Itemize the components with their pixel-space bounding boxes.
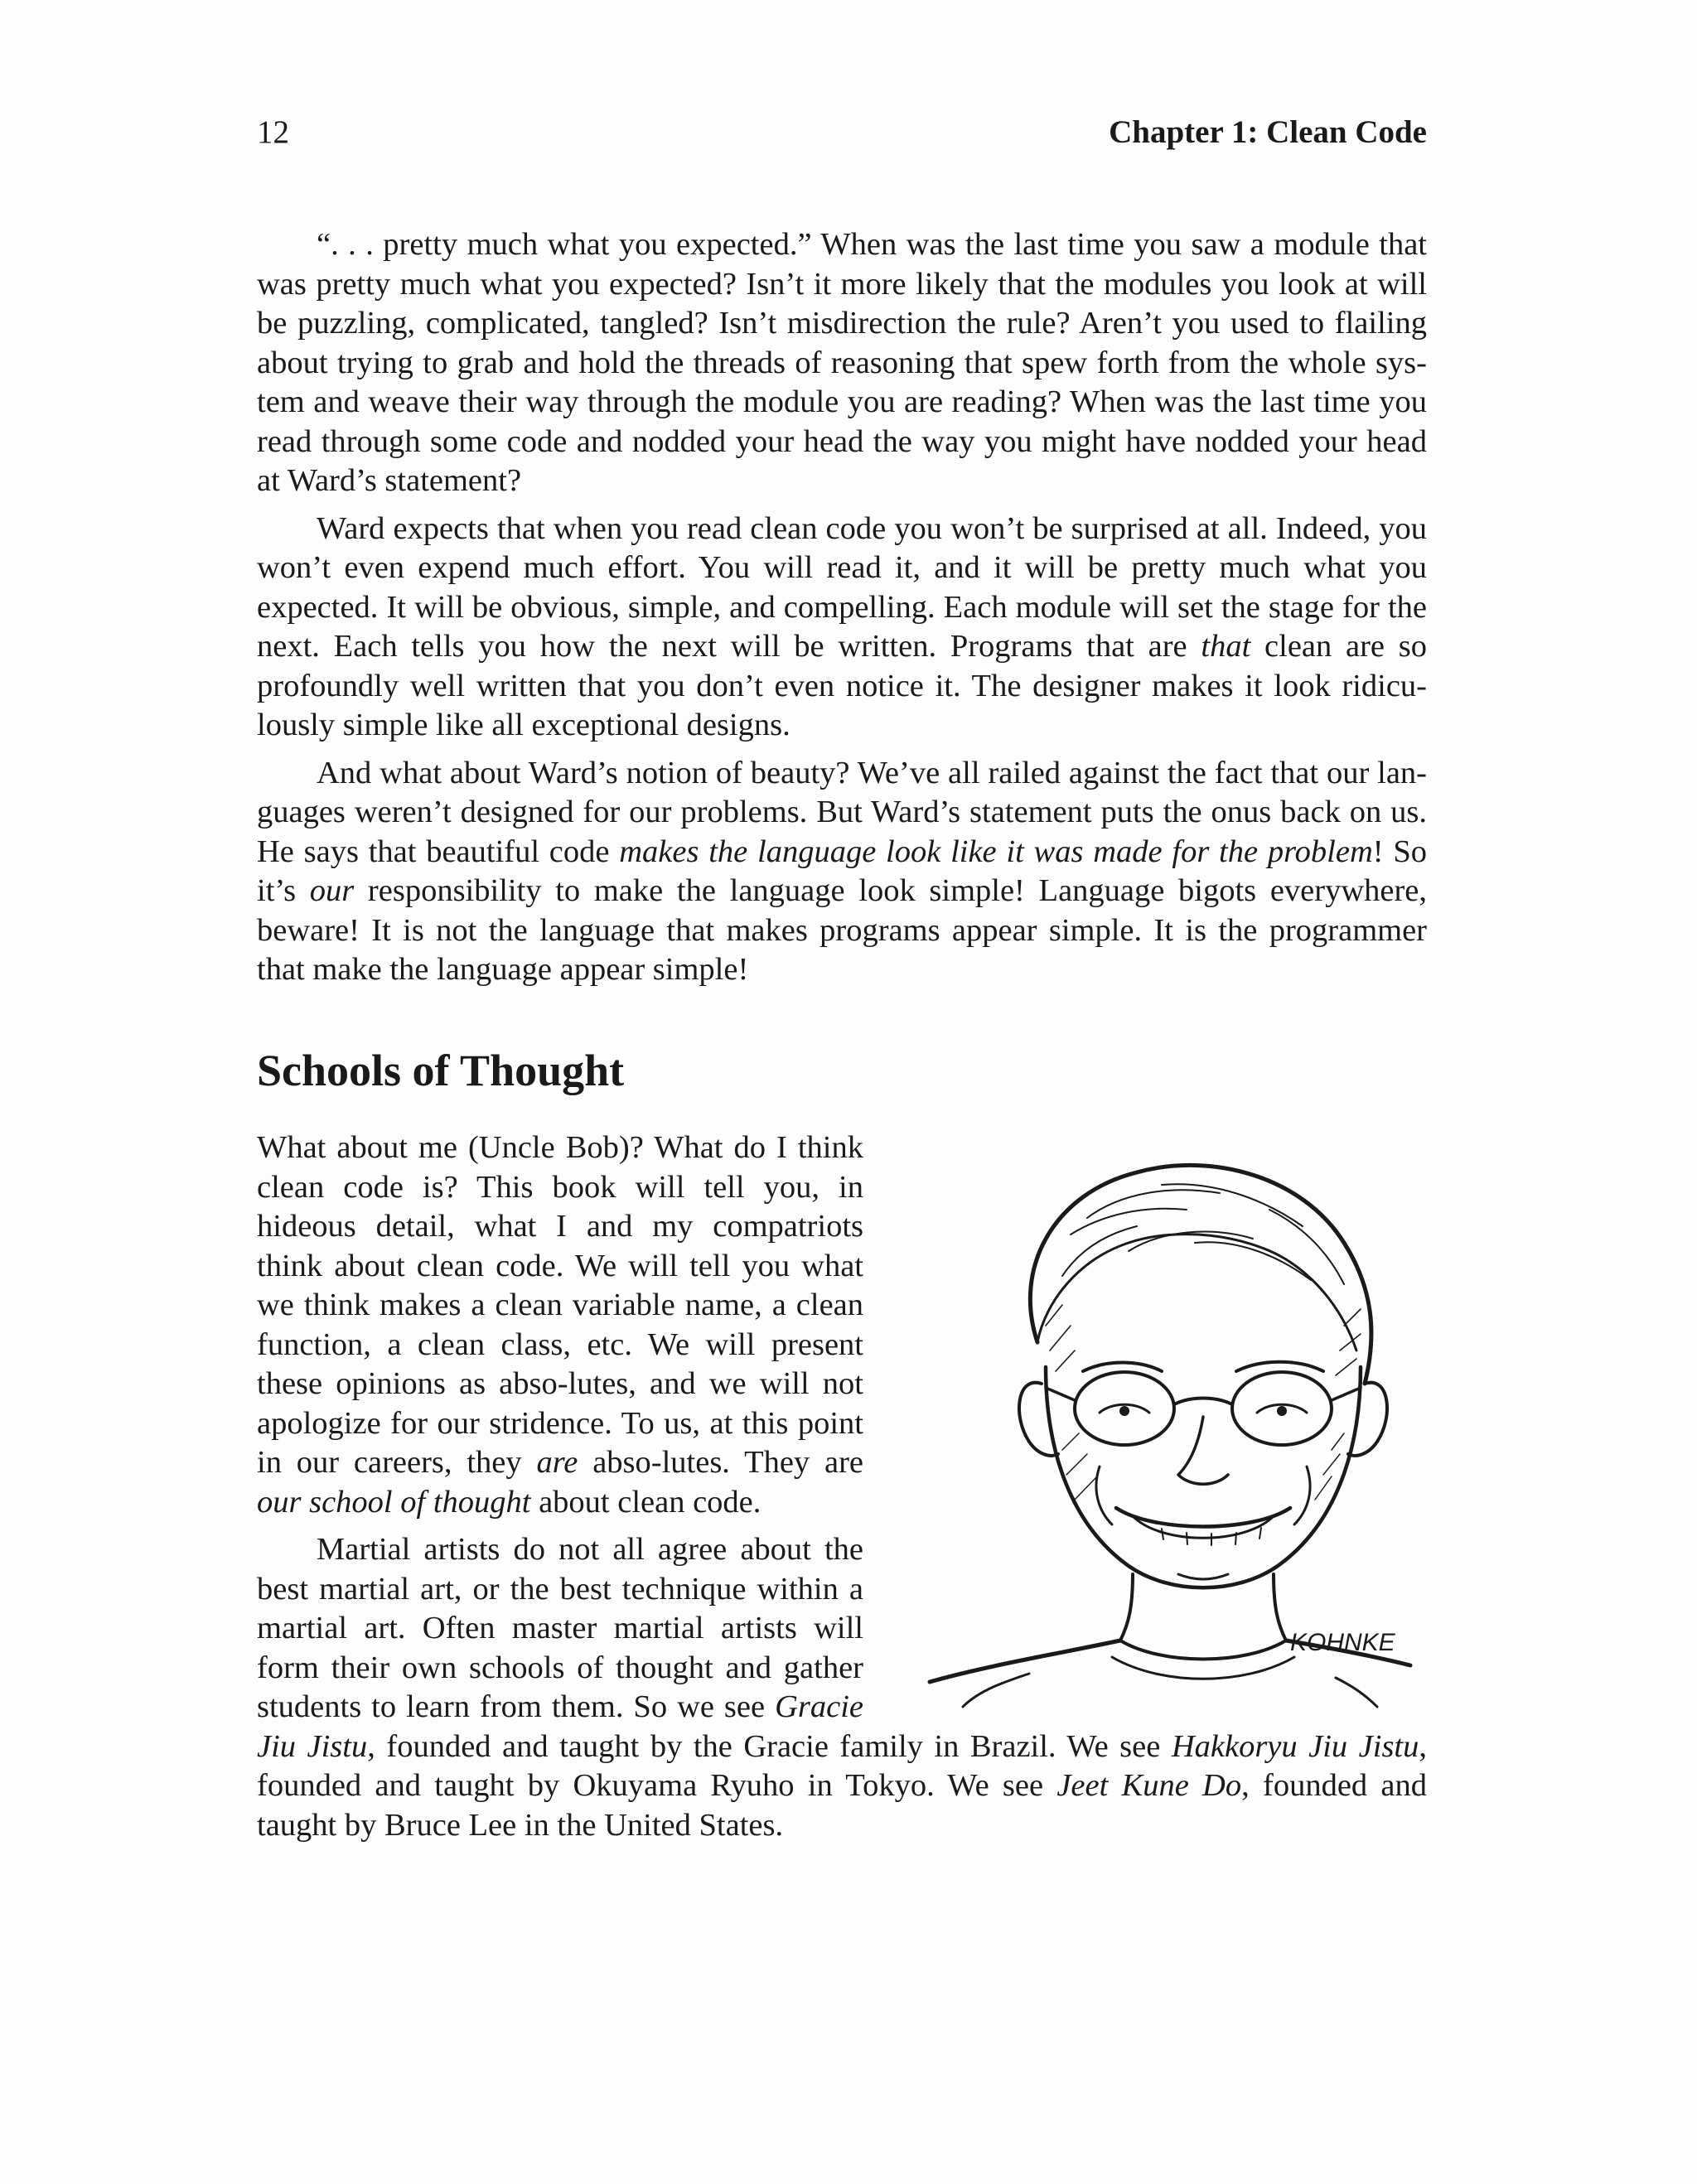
paragraph-2-text: Ward expects that when you read clean code you won’t be surprised at all. Indeed, you won’t even expend much effort. You will read it, and it will be pretty much what you expected. It will be obvious, simple, and compelling. Each module will set the stage for the next. Each tells you how the next will be written. Programs that are <box>257 510 1427 664</box>
section-paragraph-2-emphasis: Gracie Jiu Jistu <box>257 1689 863 1764</box>
paragraph-3-emphasis-2: our <box>309 873 355 908</box>
section-paragraph-1-text-mid: abso-lutes. They are <box>578 1445 863 1480</box>
section-paragraph-2-text-mid: , founded and taught by the Gracie family in Brazil. We see <box>367 1728 1172 1764</box>
paragraph-3-text-end: responsibility to make the language look simple! Language bigots everywhere, beware! It is not the language that makes programs appear simple. It is the programmer that make the language appear simple! <box>257 873 1427 987</box>
paragraph-2-text-end: clean are so profoundly well written that you don’t even notice it. The designer makes it look ridicu-lously simple like all exceptional designs. <box>257 629 1427 742</box>
section-title: Schools of Thought <box>257 1046 625 1095</box>
page-header <box>257 108 1427 157</box>
uncle-bob-portrait <box>913 1135 1427 1715</box>
paragraph-1 <box>257 225 1427 501</box>
paragraph-3-emphasis: makes the language look like it was made for the problem <box>619 833 1373 869</box>
section-paragraph-1-text: What about me (Uncle Bob)? What do I think clean code is? This book will tell you, in hideous detail, what I and my compatriots think about clean code. We will tell you what we think makes a clean variable name, a clean function, a clean class, etc. We will present these opinions as abso-lutes, and we will not apologize for our stridence. To us, at this point in our careers, they <box>257 1130 863 1480</box>
section-paragraph-1-emphasis: are <box>536 1445 578 1480</box>
section-paragraph-2-text-end: , founded and taught by Bruce Lee in the United States. <box>257 1768 1427 1843</box>
section-body <box>257 1128 1427 1853</box>
section-paragraph-1-text-end: about clean code. <box>530 1484 761 1520</box>
paragraph-3 <box>257 754 1427 990</box>
section-paragraph-1-emphasis-2: our school of thought <box>257 1484 531 1520</box>
body-text <box>257 225 1427 998</box>
page-number: 12 <box>257 114 289 150</box>
section-paragraph-2-text-mid-2: , founded and taught by Okuyama Ryuho in Tokyo. We see <box>257 1728 1428 1803</box>
paragraph-2 <box>257 510 1427 746</box>
section-paragraph-2-emphasis-3: Jeet Kune Do <box>1056 1768 1242 1803</box>
paragraph-2-emphasis: that <box>1201 629 1251 664</box>
section-paragraph-2-emphasis-2: Hakkoryu Jiu Jistu <box>1171 1728 1419 1764</box>
running-head: Chapter 1: Clean Code <box>1109 114 1427 150</box>
section-paragraph-2-text: Martial artists do not all agree about the best martial art, or the best technique within a martial art. Often master martial artists will form their own schools of thought and gather students to learn from them. So we see <box>257 1532 863 1724</box>
paragraph-1-text: “. . . pretty much what you expected.” When was the last time you saw a module that was pretty much what you expected? Isn’t it more likely that the modules you look at will be puzzling, complicated, tangled? Isn’t misdirection the rule? Aren’t you used to flailing about trying to grab and hold the threads of reasoning that spew forth from the whole sys-tem and weave their way through the module you are reading? When was the last time you read through some code and nodded your head the way you might have nodded your head at Ward’s statement? <box>257 227 1427 498</box>
paragraph-3-text-mid: ! So it’s <box>257 833 1427 908</box>
portrait-drawing <box>913 1135 1427 1715</box>
illustrator-signature: KOHNKE <box>1290 1629 1395 1656</box>
paragraph-3-text: And what about Ward’s notion of beauty? We’ve all railed against the fact that our lan-guages weren’t designed for our problems. But Ward’s statement puts the onus back on us. He says that beautiful code <box>257 755 1427 869</box>
